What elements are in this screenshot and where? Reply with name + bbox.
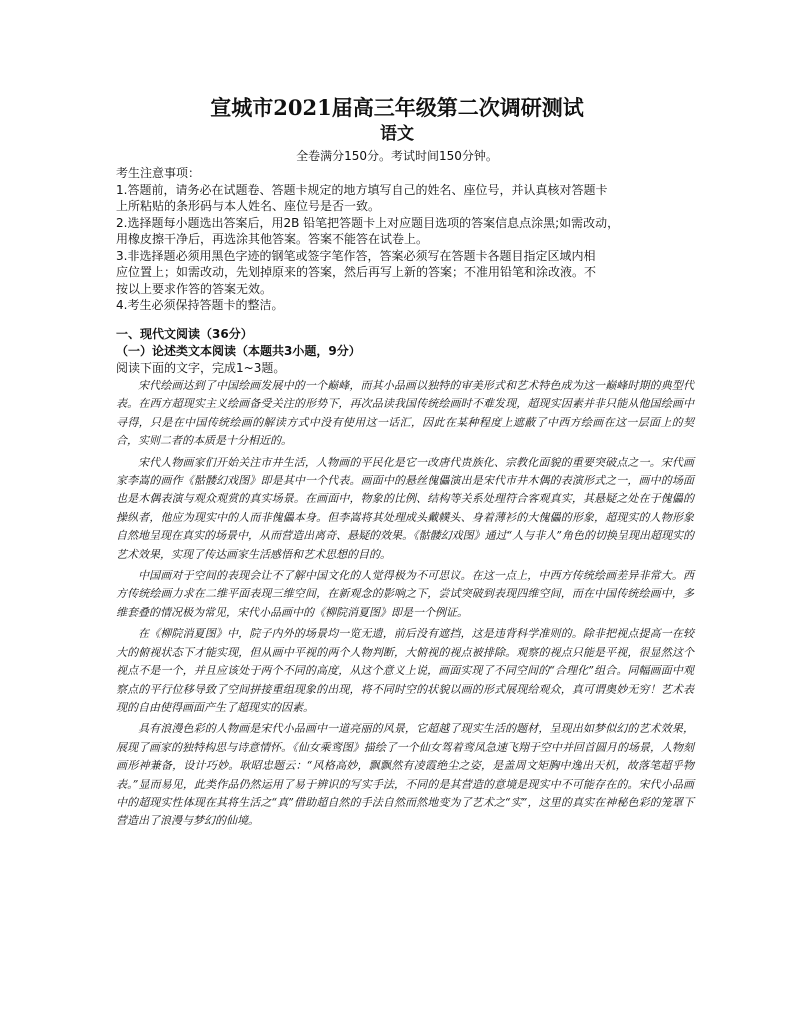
notes-line: 按以上要求作答的答案无效。 xyxy=(116,281,273,296)
passage-paragraph: 宋代人物画家们开始关注市井生活，人物画的平民化是它一改唐代贵族化、宗教化面貌的重要突破点之一。宋代画家李嵩的画作《骷髅幻戏图》即是其中一个代表。画面中的悬丝傀儡演出是宋代市井木偶的表演形式之一，画中的场面也是木偶表演与观众观赏的真实场景。在画面中，物象的比例、结构等关系处理符合客观真实，其悬疑之处在于傀儡的操纵者，他应为现实中的人而非傀儡本身。但李嵩将其处理成头戴幞头、身着薄衫的大傀儡的形象，超现实的人物形象自然地呈现在真实的场景中，从而营造出离奇、悬疑的效果。《骷髅幻戏图》通过“人与非人”角色的切换呈现出超现实的艺术效果，实现了传达画家生活感悟和艺术思想的目的。 xyxy=(116,455,694,561)
score-info: 全卷满分150分。考试时间150分钟。 xyxy=(296,149,498,163)
section-subheading: （一）论述类文本阅读（本题共3小题，9分） xyxy=(116,344,361,358)
passage-paragraph: 中国画对于空间的表现会让不了解中国文化的人觉得极为不可思议。在这一点上，中西方传统绘画差异非常大。西方传统绘画力求在二维平面表现三维空间，在新观念的影响之下，尝试突破到表现四维空间，而在中国传统绘画中，多维套叠的情况极为常见，宋代小品画中的《柳院消夏图》即是一个例证。 xyxy=(116,569,694,619)
candidate-notes xyxy=(116,165,696,314)
reading-instruction: 阅读下面的文字，完成1~3题。 xyxy=(116,361,286,375)
passage-paragraph: 具有浪漫色彩的人物画是宋代小品画中一道亮丽的风景，它超越了现实生活的题材，呈现出如梦似幻的艺术效果，展现了画家的独特构思与诗意情怀。《仙女乘鸾图》描绘了一个仙女驾着鸾凤急速飞翔于空中并回首圆月的场景，人物刻画形神兼备，设计巧妙。耿昭忠题云：“风格高妙，飘飘然有凌霞绝尘之姿，是盖周文矩胸中逸出天机，故落笔超乎物表。”显而易见，此类作品仍然运用了易于辨识的写实手法，不同的是其营造的意境是现实中不可能存在的。宋代小品画中的超现实性体现在其将生活之“真”借助超自然的手法自然而然地变为了艺术之“实”，这里的真实在神秘色彩的笼罩下营造出了浪漫与梦幻的仙境。 xyxy=(116,722,694,828)
notes-line: 1.答题前，请务必在试题卷、答题卡规定的地方填写自己的姓名、座位号，并认真核对答题卡 xyxy=(116,182,608,197)
notes-line: 用橡皮擦干净后，再选涂其他答案。答案不能答在试卷上。 xyxy=(116,232,429,246)
notes-line: 2.选择题每小题选出答案后，用2B 铅笔把答题卡上对应题目选项的答案信息点涂黑;如需改动， xyxy=(116,215,620,230)
notes-line: 应位置上；如需改动，先划掉原来的答案，然后再写上新的答案；不准用铅笔和涂改液。不 xyxy=(116,265,597,279)
notes-line: 4.考生必须保持答题卡的整洁。 xyxy=(116,298,284,312)
subject-title: 语文 xyxy=(380,124,414,144)
exam-title: 宣城市2021届高三年级第二次调研测试 xyxy=(210,95,584,120)
passage-paragraph: 宋代绘画达到了中国绘画发展中的一个巅峰，而其小品画以独特的审美形式和艺术特色成为这一巅峰时期的典型代表。在西方超现实主义绘画备受关注的形势下，再次品读我国传统绘画时不难发现，超现实因素并非只能从他国绘画中寻得，只是在中国传统绘画的解读方式中没有使用这一话汇，因此在某种程度上遮蔽了中西方绘画在这一层面上的契合，实则二者的本质是十分相近的。 xyxy=(116,379,694,448)
reading-passage xyxy=(116,377,694,834)
notes-line: 上所粘贴的条形码与本人姓名、座位号是否一致。 xyxy=(116,199,381,213)
section-heading: 一、现代文阅读（36分） xyxy=(116,327,253,341)
passage-paragraph: 在《柳院消夏图》中，院子内外的场景均一览无遗，前后没有遮挡，这是违背科学准则的。除非把视点提高一在较大的俯视状态下才能实现，但从画中平视的两个人物判断，大俯视的视点被排除。观察的视点只能是平视，很显然这个视点不是一个，并且应该处于两个不同的高度，从这个意义上说，画面实现了不同空间的“合理化”组合。同幅画面中观察点的平行位移导致了空间拼接重组现象的出现，将不同时空的状貌以画的形式展现给观众，真可谓奥妙无穷！艺术表现的自由使得画面产生了超现实的因素。 xyxy=(116,627,694,714)
notes-heading: 考生注意事项： xyxy=(116,166,201,180)
notes-line: 3.非选择题必须用黑色字迹的钢笔或签字笔作答，答案必须写在答题卡各题目指定区域内相 xyxy=(116,248,596,263)
